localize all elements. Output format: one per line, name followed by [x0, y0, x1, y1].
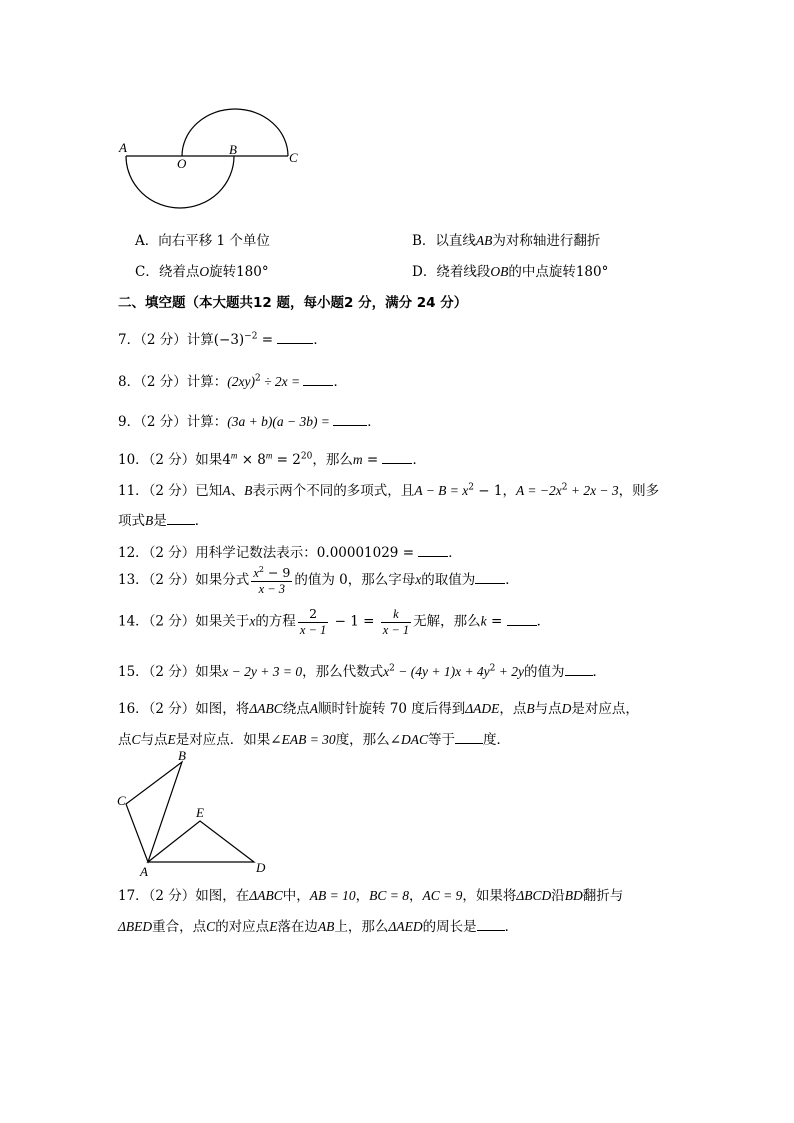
- answer-blank: [382, 453, 412, 464]
- triangle-abc: [126, 762, 182, 862]
- label-b: B: [178, 748, 186, 763]
- question-7: 7．（2 分）计算$(-3)^{-2}$ = ．: [118, 331, 327, 348]
- label-b: B: [229, 142, 237, 157]
- answer-blank: [277, 333, 313, 344]
- figure-triangles: [110, 748, 280, 880]
- question-9: 9．（2 分）计算：(3a + b)(a − 3b) = ．: [118, 414, 381, 430]
- answer-blank: [477, 920, 505, 931]
- section-heading: 二、填空题（本大题共12 题，每小题2 分，满分 24 分）: [118, 295, 468, 311]
- question-8: 8．（2 分）计算：$(2xy)^2 \div 2x$ = ．: [118, 373, 347, 390]
- answer-blank: [167, 514, 195, 525]
- option-d: D．绕着线段OB的中点旋转180°: [412, 264, 609, 280]
- question-10: 10．（2 分）如果$4^m \times 8^m = 2^{20}$，那么m = ．: [118, 450, 426, 468]
- answer-blank: [507, 615, 537, 626]
- question-17-line1: 17．（2 分）如图，在ΔABC中，AB = 10，BC = 8，AC = 9，如果将ΔBCD沿BD翻折与: [118, 888, 624, 904]
- answer-blank: [418, 546, 448, 557]
- option-b: B．以直线AB为对称轴进行翻折: [412, 233, 601, 249]
- label-c: C: [117, 793, 126, 808]
- label-c: C: [289, 150, 298, 165]
- answer-blank: [475, 573, 505, 584]
- option-c: C．绕着点O旋转180°: [135, 264, 269, 280]
- figure-semicircles: [110, 100, 310, 210]
- question-11-line1: 11．（2 分）已知A、B表示两个不同的多项式，且$A - B = x^2 - 1$，$A = -2x^2 + 2x - 3$，则多: [118, 482, 660, 499]
- question-14: 14．（2 分）如果关于x的方程 $\frac{2}{x - 1}$ − 1 = $\frac{k}{x - 1}$ 无解，那么k = ．: [118, 606, 551, 637]
- label-o: O: [177, 156, 187, 171]
- question-16-line1: 16．（2 分）如图，将ΔABC绕点A顺时针旋转 70 度后得到ΔADE，点B与点D是对应点，: [118, 701, 639, 717]
- option-a: A．向右平移 1 个单位: [135, 233, 270, 249]
- answer-blank: [333, 415, 367, 426]
- question-11-line2: 项式B是 ．: [118, 513, 209, 529]
- question-12: 12．（2 分）用科学记数法表示：0.00001029 = ．: [118, 545, 462, 561]
- answer-blank: [565, 665, 593, 676]
- label-a: A: [140, 864, 148, 879]
- answer-blank: [303, 375, 333, 386]
- question-15: 15．（2 分）如果x − 2y + 3 = 0，那么代数式$x^2 - (4y + 1)x + 4y^2 + 2y$的值为 ．: [118, 663, 607, 680]
- answer-blank: [455, 733, 483, 744]
- fraction: $\frac{2}{x - 1}$: [299, 606, 327, 637]
- label-a: A: [119, 140, 127, 155]
- triangle-ade: [148, 821, 254, 862]
- question-17-line2: ΔBED重合，点C的对应点E落在边AB上，那么ΔAED的周长是 ．: [118, 919, 519, 935]
- fraction: $\frac{x^2 - 9}{x - 3}$: [253, 565, 291, 596]
- fraction: $\frac{k}{x - 1}$: [382, 607, 410, 637]
- label-e: E: [196, 805, 204, 820]
- label-d: D: [256, 860, 266, 875]
- question-16-line2: 点C与点E是对应点．如果∠EAB = 30度，那么∠DAC等于 度．: [118, 732, 510, 748]
- question-13: 13．（2 分）如果分式 $\frac{x^2 - 9}{x - 3}$ 的值为 0，那么字母x的取值为 ．: [118, 565, 519, 596]
